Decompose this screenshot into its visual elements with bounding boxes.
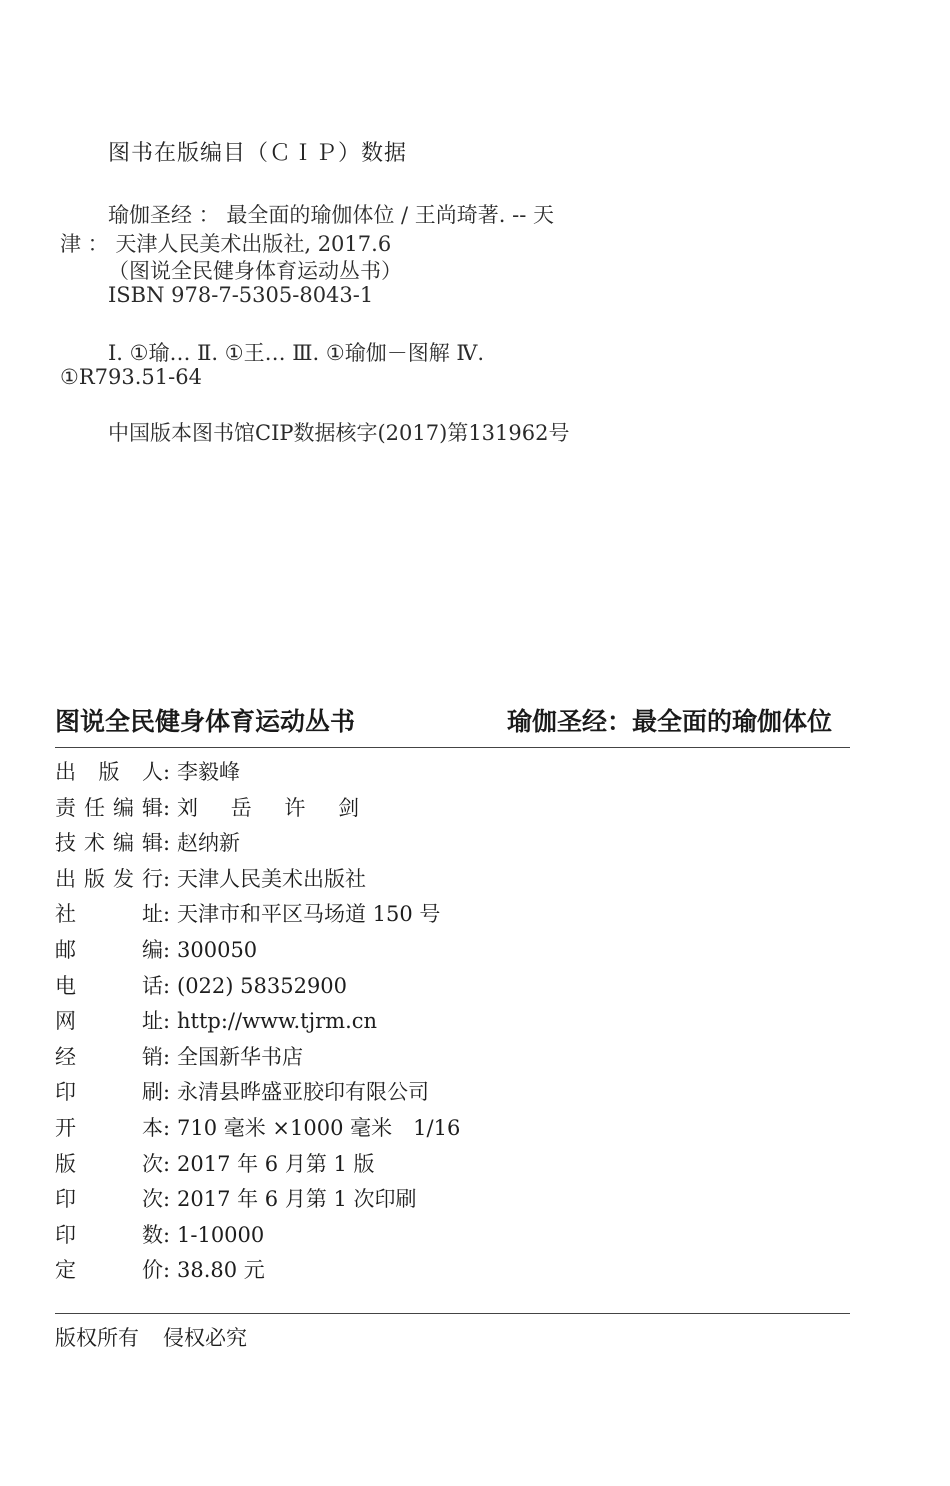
- imprint-label: 开 本: [55, 1115, 163, 1140]
- cip-line-series: （图说全民健身体育运动丛书）: [108, 259, 402, 283]
- cip-line-publisher: 津 ： 天津人民美术出版社, 2017.6: [60, 232, 392, 256]
- imprint-value: 2017 年 6 月第 1 次印刷: [177, 1187, 417, 1212]
- imprint-row-postcode: 邮 编 : 300050: [55, 934, 855, 970]
- imprint-row-website: 网 址 : http://www.tjrm.cn: [55, 1005, 855, 1041]
- imprint-row-address: 社 址 : 天津市和平区马场道 150 号: [55, 898, 855, 934]
- imprint-label: 网 址: [55, 1009, 163, 1034]
- imprint-value: 300050: [177, 937, 258, 962]
- imprint-label: 出 版 发 行: [55, 866, 163, 891]
- imprint-row-publisher-person: 出 版 人 : 李毅峰: [55, 756, 855, 792]
- imprint-row-edition: 版 次 : 2017 年 6 月第 1 版: [55, 1148, 855, 1184]
- cip-line-subjects: Ⅰ. ①瑜… Ⅱ. ①王… Ⅲ. ①瑜伽－图解 Ⅳ.: [108, 341, 485, 365]
- imprint-label: 社 址: [55, 902, 163, 927]
- imprint-label: 技 术 编 辑: [55, 831, 163, 856]
- imprint-row-format: 开 本 : 710 毫米 ×1000 毫米 1/16: [55, 1112, 855, 1148]
- imprint-table: [55, 756, 855, 1290]
- imprint-label: 定 价: [55, 1258, 163, 1283]
- imprint-row-print-run: 印 数 : 1-10000: [55, 1219, 855, 1255]
- imprint-row-phone: 电 话 : (022) 58352900: [55, 970, 855, 1006]
- top-divider: [55, 747, 850, 748]
- imprint-label: 经 销: [55, 1044, 163, 1069]
- imprint-value: 2017 年 6 月第 1 版: [177, 1151, 375, 1176]
- imprint-value: 1-10000: [177, 1222, 265, 1247]
- imprint-row-publisher: 出 版 发 行 : 天津人民美术出版社: [55, 863, 855, 899]
- website-url: http://www.tjrm.cn: [177, 1009, 378, 1034]
- imprint-value: (022) 58352900: [177, 973, 348, 998]
- imprint-value: 38.80 元: [177, 1258, 265, 1283]
- cip-line-record-number: 中国版本图书馆CIP数据核字(2017)第131962号: [108, 421, 570, 445]
- imprint-row-printing: 印 次 : 2017 年 6 月第 1 次印刷: [55, 1183, 855, 1219]
- series-title: 图说全民健身体育运动丛书: [55, 707, 356, 736]
- distributor-calligraphy: 全国新华书店: [177, 1044, 303, 1069]
- imprint-label: 印 数: [55, 1222, 163, 1247]
- bottom-divider: [55, 1313, 850, 1314]
- imprint-label: 邮 编: [55, 937, 163, 962]
- imprint-value: 刘 岳 许 剑: [177, 795, 360, 820]
- imprint-row-printer: 印 刷 : 永清县晔盛亚胶印有限公司: [55, 1076, 855, 1112]
- rights-reserved: 版权所有: [55, 1326, 139, 1350]
- cip-heading: 图书在版编目（ＣＩＰ）数据: [108, 141, 408, 166]
- imprint-label: 电 话: [55, 973, 163, 998]
- imprint-row-price: 定 价 : 38.80 元: [55, 1254, 855, 1290]
- book-title: 瑜伽圣经：最全面的瑜伽体位: [506, 707, 832, 736]
- cip-line-title: 瑜伽圣经 ： 最全面的瑜伽体位 / 王尚琦著. -- 天: [108, 203, 554, 227]
- imprint-label: 印 刷: [55, 1080, 163, 1105]
- imprint-label: 版 次: [55, 1151, 163, 1176]
- copyright-notice: [55, 1322, 247, 1352]
- imprint-value: 永清县晔盛亚胶印有限公司: [177, 1080, 429, 1105]
- infringement-notice: 侵权必究: [163, 1326, 247, 1350]
- imprint-value: 李毅峰: [177, 760, 240, 784]
- imprint-label: 印 次: [55, 1187, 163, 1212]
- imprint-label: 出 版 人: [55, 760, 163, 784]
- imprint-value: 710 毫米 ×1000 毫米 1/16: [177, 1115, 461, 1140]
- imprint-label: 责 任 编 辑: [55, 795, 163, 820]
- imprint-value: 天津市和平区马场道 150 号: [177, 902, 441, 927]
- cip-line-classification: ①R793.51-64: [60, 365, 202, 389]
- imprint-value: 赵纳新: [177, 831, 240, 856]
- cip-line-isbn: ISBN 978-7-5305-8043-1: [108, 283, 374, 307]
- publisher-calligraphy: 天津人民美术出版社: [177, 866, 366, 891]
- imprint-row-distributor: 经 销 : 全国新华书店: [55, 1041, 855, 1077]
- imprint-row-tech-editor: 技 术 编 辑 : 赵纳新: [55, 827, 855, 863]
- imprint-row-editors: 责 任 编 辑 : 刘 岳 许 剑: [55, 792, 855, 828]
